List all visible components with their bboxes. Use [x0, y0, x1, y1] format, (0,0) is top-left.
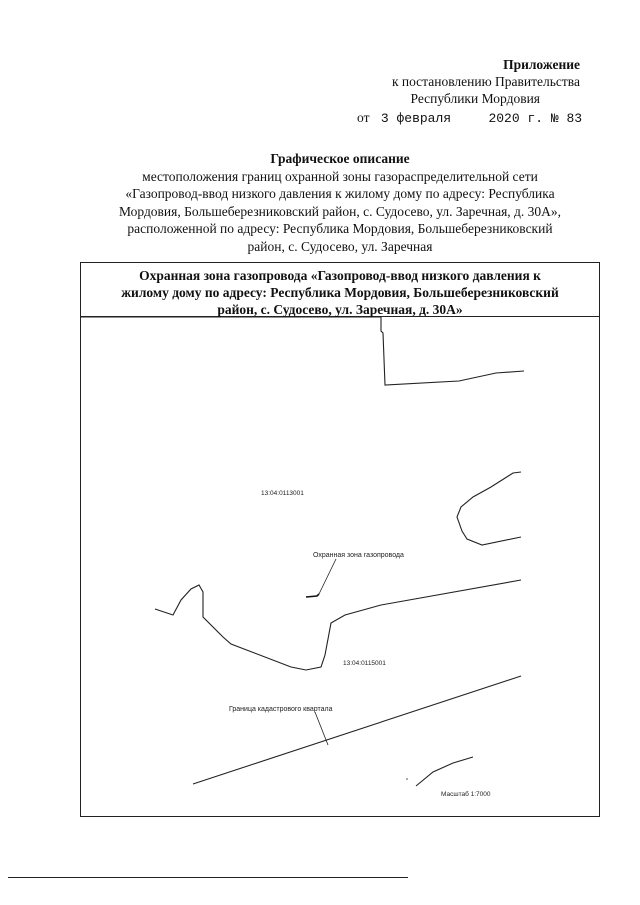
footer-rule [8, 877, 408, 878]
heading-title: Графическое описание [270, 151, 410, 166]
heading-line-1: местоположения границ охранной зоны газораспределительной сети [142, 168, 538, 184]
map-frame-title [81, 263, 599, 317]
cadastral-boundary-label: Граница кадастрового квартала [229, 706, 333, 713]
map-drawing [81, 317, 599, 816]
frame-title-line-1: Охранная зона газопровода «Газопровод-ввод низкого давления к [139, 268, 541, 283]
protection-zone-label: Охранная зона газопровода [313, 552, 404, 559]
decree-date [357, 110, 587, 126]
map-dot [406, 778, 408, 780]
document-heading [80, 150, 600, 255]
date-day: 3 февраля [380, 111, 452, 126]
date-prefix: от [357, 110, 370, 125]
zone-leader-line [319, 559, 336, 594]
date-year-number: 2020 г. № 83 [488, 111, 583, 126]
appendix-block [320, 56, 580, 107]
parcel-boundary-middle [155, 580, 521, 670]
heading-line-3: Мордовия, Большеберезниковский район, с. Судосево, ул. Заречная, д. 30А», [118, 203, 562, 219]
frame-title-line-2: жилому дому по адресу: Республика Мордовия, Большеберезниковский [121, 285, 559, 300]
frame-title-line-3: район, с. Судосево, ул. Заречная, д. 30А» [217, 302, 463, 317]
gas-protection-zone [306, 594, 319, 597]
heading-line-5: район, с. Судосево, ул. Заречная [247, 238, 433, 254]
appendix-line-1: к постановлению Правительства [391, 74, 580, 89]
cadastral-number-lower: 13:04:0115001 [343, 660, 386, 667]
parcel-boundary-right [457, 472, 521, 545]
appendix-title: Приложение [503, 57, 580, 72]
map-frame [80, 262, 600, 817]
cadastral-quarter-boundary [193, 676, 521, 784]
map-scale: Масштаб 1:7000 [441, 791, 491, 798]
boundary-leader-line [315, 712, 328, 745]
heading-line-2: «Газопровод-ввод низкого давления к жилому дому по адресу: Республика [125, 186, 555, 201]
parcel-boundary-lower-right [416, 757, 473, 786]
appendix-line-2: Республики Мордовия [410, 91, 540, 106]
cadastral-number-upper: 13:04:0113001 [261, 490, 304, 497]
heading-line-4: расположенной по адресу: Республика Мордовия, Большеберезниковский [127, 221, 553, 236]
parcel-boundary-upper [81, 317, 524, 385]
